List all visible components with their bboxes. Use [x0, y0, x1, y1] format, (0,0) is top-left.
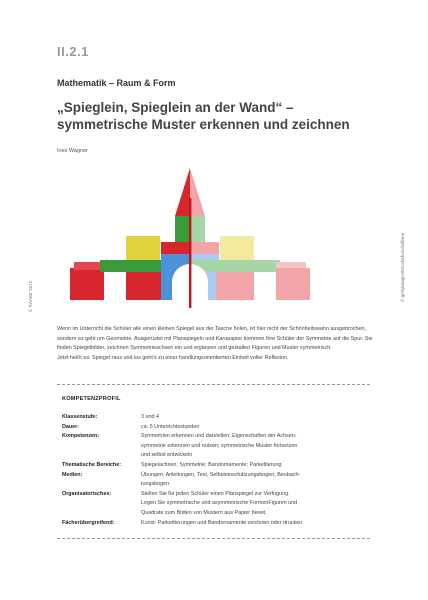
profile-value-line: Spiegelachsen; Symmetrie; Bandornamente; Parkettierung	[141, 461, 282, 468]
cone-left-half	[175, 168, 190, 216]
block-red-right-mid	[216, 272, 254, 300]
photo-credit: © gettyimages/iStockphoto/ioilbear	[400, 232, 405, 302]
author: Ines Wagner	[57, 148, 88, 154]
profile-value	[141, 490, 362, 519]
profile-title: KOMPETENZPROFIL	[62, 396, 121, 402]
profile-label: Organisatorisches:	[62, 490, 112, 497]
cone-right-half	[190, 168, 205, 216]
profile-value	[141, 423, 362, 433]
profile-row	[62, 461, 362, 471]
profile-value-line: Stellen Sie für jeden Schüler einen Planspiegel zur Verfügung.	[141, 490, 290, 497]
profile-value-line: Quadrate zum Bilden von Mustern aus Papier bereit.	[141, 509, 267, 516]
block-yellow-right	[220, 236, 254, 260]
subject-line: Mathematik – Raum & Form	[57, 78, 176, 88]
profile-row	[62, 432, 362, 461]
copyright-notice: © RAABE 2019	[28, 280, 33, 312]
block-red-left-mid	[126, 272, 164, 300]
title-line-1: „Spieglein, Spieglein an der Wand“ –	[57, 100, 294, 115]
profile-value-line: ca. 5 Unterrichtsstunden	[141, 423, 200, 430]
block-red-left-top	[74, 262, 104, 270]
divider-bottom	[57, 538, 370, 539]
section-number: II.2.1	[57, 44, 89, 59]
profile-value	[141, 432, 362, 461]
profile-label: Kompetenzen:	[62, 433, 100, 440]
profile-value	[141, 413, 362, 423]
profile-value	[141, 461, 362, 471]
block-red-right-low	[276, 268, 310, 300]
profile-row	[62, 471, 362, 490]
block-red-center-right	[190, 242, 219, 254]
block-green-top-left	[175, 216, 190, 242]
profile-label: Klassenstufe:	[62, 414, 98, 420]
profile-value-line: Legen Sie symmetrische und asymmetrische FormenFiguren und	[141, 500, 298, 507]
block-green-top-right	[190, 216, 205, 242]
profile-value-line: 3 und 4	[141, 414, 159, 420]
profile-value-line: Übungen, Anleitungen, Test, Selbsteinschätzungsbogen, Beobach-	[141, 471, 301, 478]
profile-value-line: symmetrie erkennen und nutzen; symmetrische Muster fortsetzen	[141, 442, 298, 449]
block-red-left-low	[70, 268, 104, 300]
block-red-center-left	[161, 242, 190, 254]
page-title	[57, 99, 397, 133]
profile-value	[141, 519, 362, 529]
divider-top	[57, 384, 370, 385]
introduction	[57, 325, 377, 363]
profile-label: Thematische Bereiche:	[62, 461, 122, 468]
title-line-2: symmetrische Muster erkennen und zeichnen	[57, 117, 350, 132]
profile-label: Medien:	[62, 471, 83, 478]
profile-row	[62, 413, 362, 423]
profile-row	[62, 519, 362, 529]
profile-label: Fächerübergreifend:	[62, 519, 115, 526]
intro-paragraph-1: Wenn im Unterricht die Schüler alle einen kleinen Spiegel aus der Tasche holen, ist hier nicht der Schönheitswahn ausgebrochen, sondern es geht um Geometrie. Ausgerüstet mit Planspiegeln und Karopapier kommen Ihre Schüler der Symmetrie auf die Spur. Sie finden Spiegelbilder, zeichnen Symmetrieachsen ein und ergänzen und gestalten Figuren und Muster symmetrisch.	[57, 326, 373, 352]
profile-value-line: Kunst: Parkettierungen und Bandornamente zeichnen oder drucken	[141, 519, 303, 526]
mirror-line	[189, 198, 191, 308]
profile-value-line: und selbst entwickeln	[141, 452, 193, 459]
profile-label: Dauer:	[62, 423, 80, 430]
profile-value-line: tungsbogen	[141, 481, 170, 488]
intro-paragraph-2: Jetzt heißt es: Spiegel raus und los geht’s zu einer handlungsorientierten Einheit voller Reflexion.	[57, 354, 289, 361]
profile-row	[62, 490, 362, 519]
mirror-blocks-illustration	[60, 160, 360, 308]
competence-profile	[62, 413, 362, 528]
profile-value-line: Symmetrien erkennen und darstellen; Eigenschaften der Achsen-	[141, 433, 297, 440]
block-yellow-left	[126, 236, 160, 260]
profile-value	[141, 471, 362, 490]
profile-row	[62, 423, 362, 433]
